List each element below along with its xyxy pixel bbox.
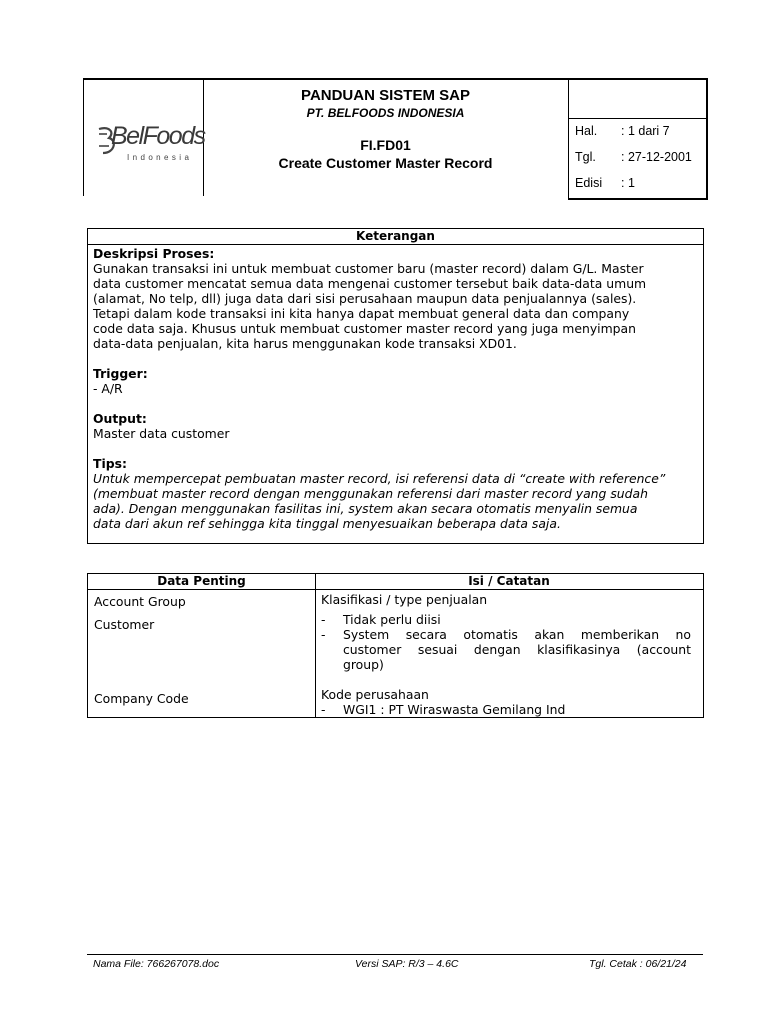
deskripsi-line: (alamat, No telp, dll) juga data dari sisi perusahaan maupun data penjualannya (sales). xyxy=(93,291,637,306)
list-item-text: WGI1 : PT Wiraswasta Gemilang Ind xyxy=(343,702,566,717)
info-divider xyxy=(569,118,706,119)
tips-line: data dari akun ref sehingga kita tinggal menyesuaikan beberapa data saja. xyxy=(93,516,561,531)
bullet-dash: - xyxy=(321,702,326,717)
deskripsi-line: code data saja. Khusus untuk membuat customer master record yang juga menyimpan xyxy=(93,321,636,336)
deskripsi-text xyxy=(93,261,695,351)
keterangan-body xyxy=(88,245,703,531)
tips-line: Untuk mempercepat pembuatan master record, isi referensi data di “create with reference” xyxy=(93,471,666,486)
data-penting-table xyxy=(87,573,704,718)
table-header-row xyxy=(88,574,703,590)
trigger-value: - A/R xyxy=(93,381,123,396)
footer-sap-version: Versi SAP: R/3 – 4.6C xyxy=(355,958,459,970)
info-label: Edisi xyxy=(575,176,603,190)
note-account-group: Klasifikasi / type penjualan xyxy=(321,592,488,607)
list-item-text: group) xyxy=(343,657,384,672)
page-title: PANDUAN SISTEM SAP xyxy=(301,87,470,104)
info-row-date xyxy=(575,150,692,164)
bullet-dash: - xyxy=(321,612,326,627)
list-item-text: Tidak perlu diisi xyxy=(343,612,441,627)
output-value: Master data customer xyxy=(93,426,230,441)
keterangan-heading: Keterangan xyxy=(88,229,703,245)
tips-title: Tips: xyxy=(93,456,127,471)
header-left-border xyxy=(83,78,84,196)
deskripsi-line: Tetapi dalam kode transaksi ini kita hanya dapat membuat general data dan company xyxy=(93,306,630,321)
document-header xyxy=(83,78,707,198)
info-row-edition xyxy=(575,176,635,190)
row-label-customer: Customer xyxy=(94,617,155,632)
footer-print-date: Tgl. Cetak : 06/21/24 xyxy=(589,958,687,970)
header-info-box xyxy=(568,78,708,200)
belfoods-logo xyxy=(97,120,205,170)
row-label-account-group: Account Group xyxy=(94,594,186,609)
company-name: PT. BELFOODS INDONESIA xyxy=(306,106,465,120)
tips-text xyxy=(93,471,695,531)
logo-brand-text: BelFoods xyxy=(111,122,205,150)
column-header-isi-catatan: Isi / Catatan xyxy=(468,574,550,588)
tips-line: (membuat master record dengan menggunakan referensi dari master record yang sudah xyxy=(93,486,648,501)
bullet-dash: - xyxy=(321,627,326,642)
document-title: Create Customer Master Record xyxy=(278,155,493,171)
list-item-text: System secara otomatis akan memberikan no xyxy=(343,627,691,642)
deskripsi-line: data-data penjualan, kita harus menggunakan kode transaksi XD01. xyxy=(93,336,517,351)
column-divider xyxy=(315,574,316,717)
info-value: : 1 xyxy=(621,176,635,190)
info-value: : 1 dari 7 xyxy=(621,124,670,138)
note-company-code: Kode perusahaan xyxy=(321,687,429,702)
keterangan-box xyxy=(87,228,704,544)
info-label: Hal. xyxy=(575,124,598,138)
output-title: Output: xyxy=(93,411,147,426)
info-row-page xyxy=(575,124,670,138)
footer-file-name: Nama File: 766267078.doc xyxy=(93,958,220,970)
deskripsi-line: data customer mencatat semua data mengenai customer tersebut baik data-data umum xyxy=(93,276,647,291)
footer-divider xyxy=(87,954,703,955)
deskripsi-title: Deskripsi Proses: xyxy=(93,246,215,261)
info-label: Tgl. xyxy=(575,150,596,164)
tips-line: ada). Dengan menggunakan fasilitas ini, system akan secara otomatis menyalin semua xyxy=(93,501,638,516)
row-label-company-code: Company Code xyxy=(94,691,189,706)
document-code: FI.FD01 xyxy=(360,137,411,153)
column-header-data-penting: Data Penting xyxy=(157,574,246,588)
logo-subtitle-text: Indonesia xyxy=(127,153,193,162)
deskripsi-line: Gunakan transaksi ini untuk membuat customer baru (master record) dalam G/L. Master xyxy=(93,261,644,276)
info-value: : 27-12-2001 xyxy=(621,150,692,164)
trigger-title: Trigger: xyxy=(93,366,148,381)
list-item-text: customer sesuai dengan klasifikasinya (account xyxy=(343,642,691,657)
